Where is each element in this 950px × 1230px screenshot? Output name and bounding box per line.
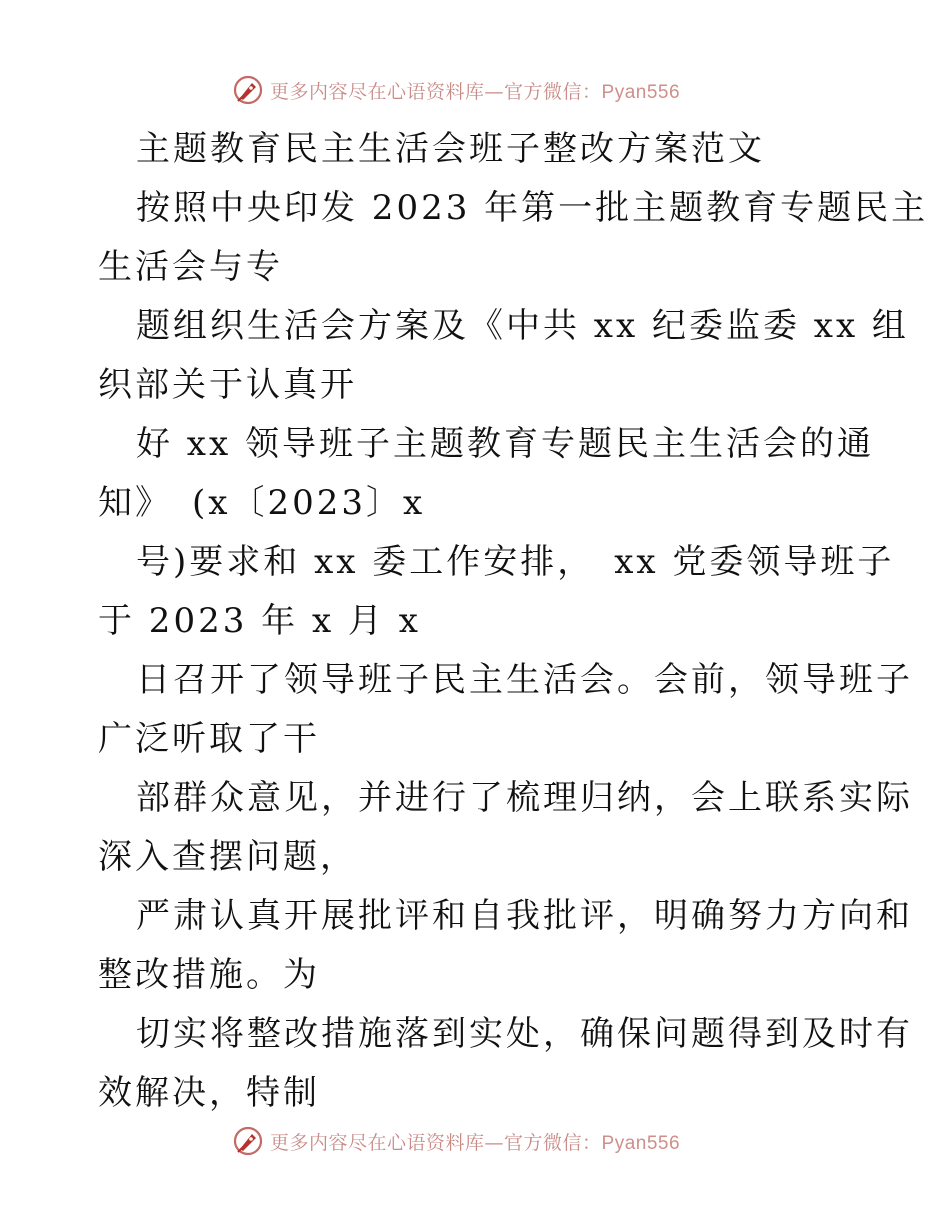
body-line: 整改措施。为	[98, 955, 320, 995]
body-line: 效解决，特制	[98, 1073, 320, 1113]
body-line: 于 2023 年 x 月 x	[98, 601, 421, 641]
body-line: 生活会与专	[98, 247, 283, 287]
body-line: 题组织生活会方案及《中共 xx 纪委监委 xx 组	[136, 306, 909, 346]
body-line: 严肃认真开展批评和自我批评，明确努力方向和	[136, 896, 913, 936]
body-line: 切实将整改措施落到实处，确保问题得到及时有	[136, 1014, 913, 1054]
footer-wechat-id: Pyan556	[601, 1132, 681, 1154]
body-line: 部群众意见，并进行了梳理归纳，会上联系实际	[136, 778, 913, 818]
body-line: 广泛听取了干	[98, 719, 320, 759]
body-line: 织部关于认真开	[98, 365, 357, 405]
body-line: 日召开了领导班子民主生活会。会前，领导班子	[136, 660, 913, 700]
pen-nib-logo-icon	[232, 74, 264, 106]
document-title: 主题教育民主生活会班子整改方案范文	[136, 129, 765, 169]
body-line: 好 xx 领导班子主题教育专题民主生活会的通	[136, 424, 874, 464]
header-banner	[232, 73, 680, 107]
header-wechat-id: Pyan556	[601, 81, 681, 103]
body-line: 知》 (x〔2023〕x	[98, 483, 426, 523]
pen-nib-logo-icon	[232, 1125, 264, 1157]
body-line: 号)要求和 xx 委工作安排， xx 党委领导班子	[136, 542, 895, 582]
footer-banner-text	[270, 1128, 680, 1155]
body-line: 深入查摆问题，	[98, 837, 357, 877]
document-body	[98, 120, 929, 1123]
body-line: 按照中央印发 2023 年第一批主题教育专题民主	[136, 188, 929, 228]
footer-banner-label: 更多内容尽在心语资料库—官方微信：	[270, 1131, 602, 1154]
footer-banner	[232, 1124, 680, 1158]
header-banner-text	[270, 77, 680, 104]
header-banner-label: 更多内容尽在心语资料库—官方微信：	[270, 80, 602, 103]
